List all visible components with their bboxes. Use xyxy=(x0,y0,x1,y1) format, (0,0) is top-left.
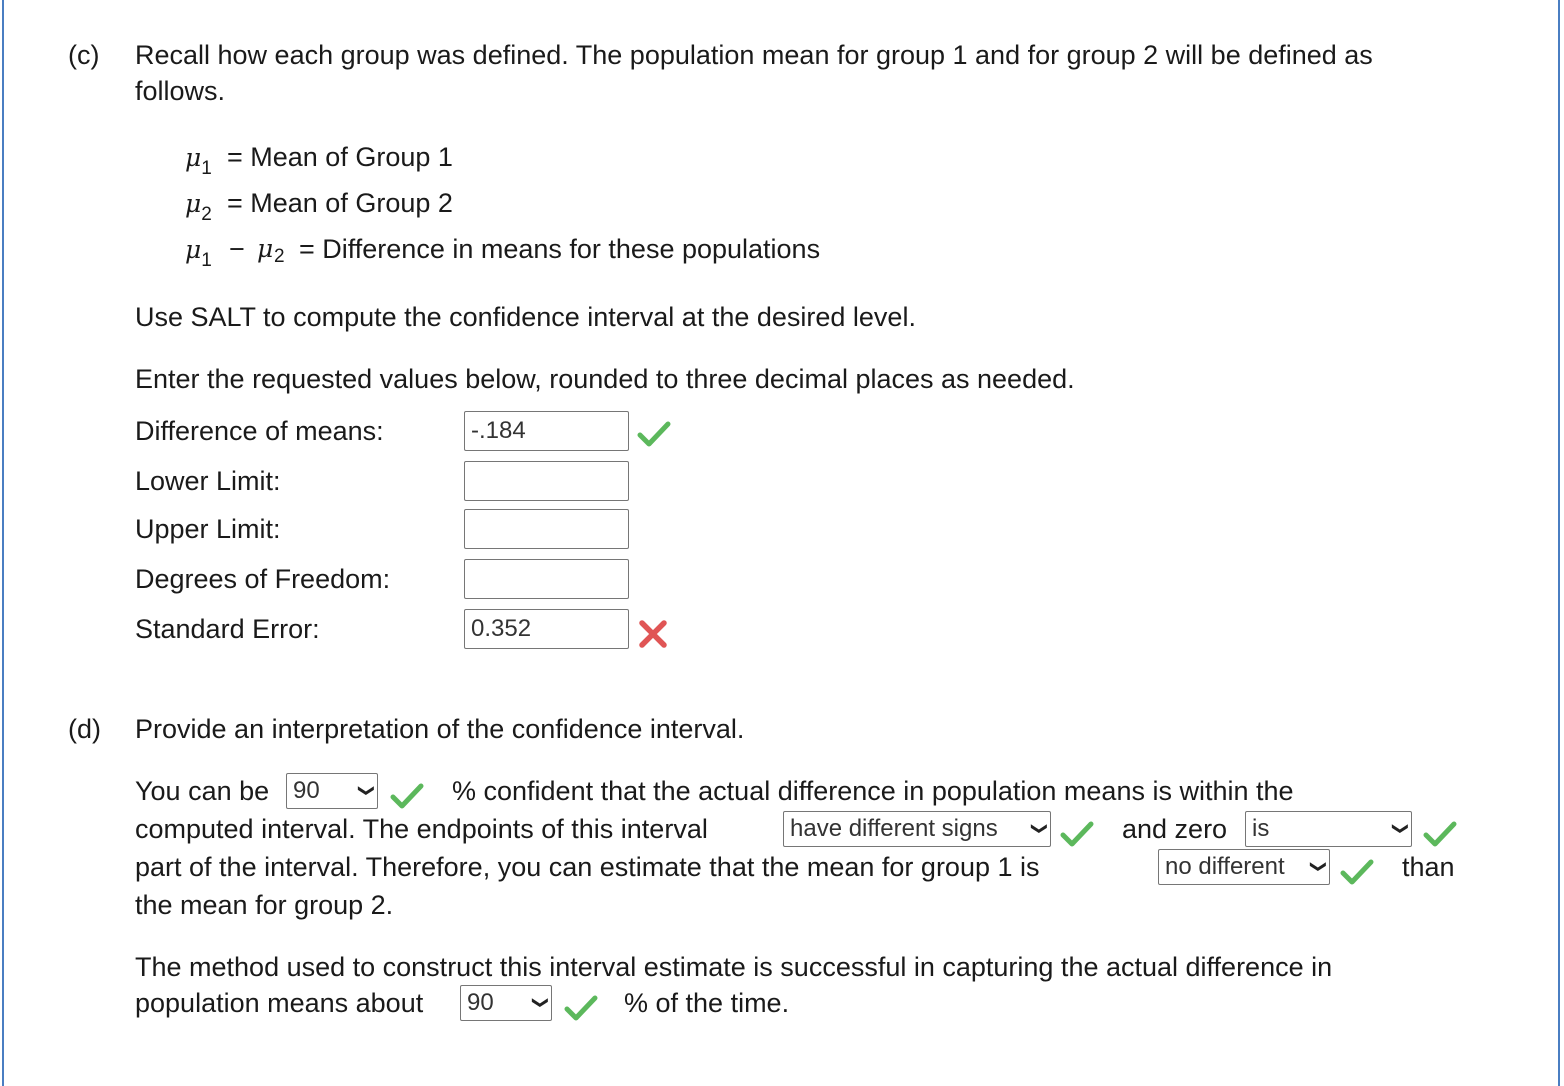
standard-error-label: Standard Error: xyxy=(135,614,320,644)
mu1-definition xyxy=(185,139,453,179)
estimate-text: part of the interval. Therefore, you can estimate that the mean for group 1 is xyxy=(135,852,1040,882)
success-rate-select[interactable] xyxy=(460,985,552,1021)
part-d-label: (d) xyxy=(68,714,101,744)
degrees-of-freedom-input[interactable] xyxy=(464,559,629,599)
method-text-line1: The method used to construct this interval estimate is successful in capturing the actual difference in xyxy=(135,952,1333,982)
confidence-level-select[interactable] xyxy=(286,773,378,809)
difference-of-means-input[interactable]: -.184 xyxy=(464,411,629,451)
selected-value: is xyxy=(1252,815,1270,842)
chevron-down-icon: ❮ xyxy=(1390,821,1408,836)
mu-difference-definition xyxy=(185,231,821,271)
selected-value: 90 xyxy=(467,989,494,1016)
method-text-end: % of the time. xyxy=(624,988,790,1018)
correct-check-icon xyxy=(1340,858,1374,886)
degrees-of-freedom-label: Degrees of Freedom: xyxy=(135,564,391,594)
lower-limit-label: Lower Limit: xyxy=(135,466,281,496)
subscript: 1 xyxy=(201,250,212,271)
definition-text: = Difference in means for these populations xyxy=(299,234,821,264)
mu2-definition xyxy=(185,185,453,225)
selected-value: 90 xyxy=(293,777,320,804)
incorrect-cross-icon xyxy=(638,619,668,649)
upper-limit-label: Upper Limit: xyxy=(135,514,281,544)
mu-symbol: μ xyxy=(185,235,202,264)
part-d-heading: Provide an interpretation of the confidence interval. xyxy=(135,714,745,744)
subscript: 1 xyxy=(201,158,212,179)
selected-value: have different signs xyxy=(790,815,998,842)
part-c-label: (c) xyxy=(68,40,100,70)
chevron-down-icon: ❮ xyxy=(1029,821,1047,836)
correct-check-icon xyxy=(564,994,598,1022)
subscript: 2 xyxy=(201,204,212,225)
rounding-instruction: Enter the requested values below, rounded to three decimal places as needed. xyxy=(135,364,1075,394)
endpoints-text: computed interval. The endpoints of this interval xyxy=(135,814,708,844)
minus-sign: − xyxy=(229,234,245,264)
chevron-down-icon: ❮ xyxy=(530,995,548,1010)
selected-value: no different xyxy=(1165,853,1285,880)
chevron-down-icon: ❮ xyxy=(1308,859,1326,874)
zero-membership-select[interactable] xyxy=(1245,811,1412,847)
definition-text: = Mean of Group 2 xyxy=(227,188,453,218)
part-c-intro-line2: follows. xyxy=(135,76,226,106)
correct-check-icon xyxy=(1060,820,1094,848)
upper-limit-input[interactable] xyxy=(464,509,629,549)
confidence-text-start: You can be xyxy=(135,776,270,806)
correct-check-icon xyxy=(1423,820,1457,848)
mu-symbol: μ xyxy=(257,234,274,263)
difference-of-means-label: Difference of means: xyxy=(135,416,384,446)
chevron-down-icon: ❮ xyxy=(356,783,374,798)
method-text-start: population means about xyxy=(135,988,424,1018)
salt-instruction: Use SALT to compute the confidence interval at the desired level. xyxy=(135,302,916,332)
standard-error-input[interactable]: 0.352 xyxy=(464,609,629,649)
mu-symbol: μ xyxy=(185,143,202,172)
group-comparison-select[interactable] xyxy=(1158,849,1330,885)
group2-text: the mean for group 2. xyxy=(135,890,394,920)
subscript: 2 xyxy=(274,246,285,267)
mu-symbol: μ xyxy=(185,189,202,218)
part-c-intro-line1: Recall how each group was defined. The population mean for group 1 and for group 2 will be defined as xyxy=(135,40,1373,70)
endpoint-signs-select[interactable] xyxy=(783,811,1051,847)
than-text: than xyxy=(1402,852,1455,882)
lower-limit-input[interactable] xyxy=(464,461,629,501)
definition-text: = Mean of Group 1 xyxy=(227,142,453,172)
confidence-text-end: % confident that the actual difference in population means is within the xyxy=(452,776,1294,806)
correct-check-icon xyxy=(390,782,424,810)
and-zero-text: and zero xyxy=(1122,814,1228,844)
correct-check-icon xyxy=(637,420,671,448)
